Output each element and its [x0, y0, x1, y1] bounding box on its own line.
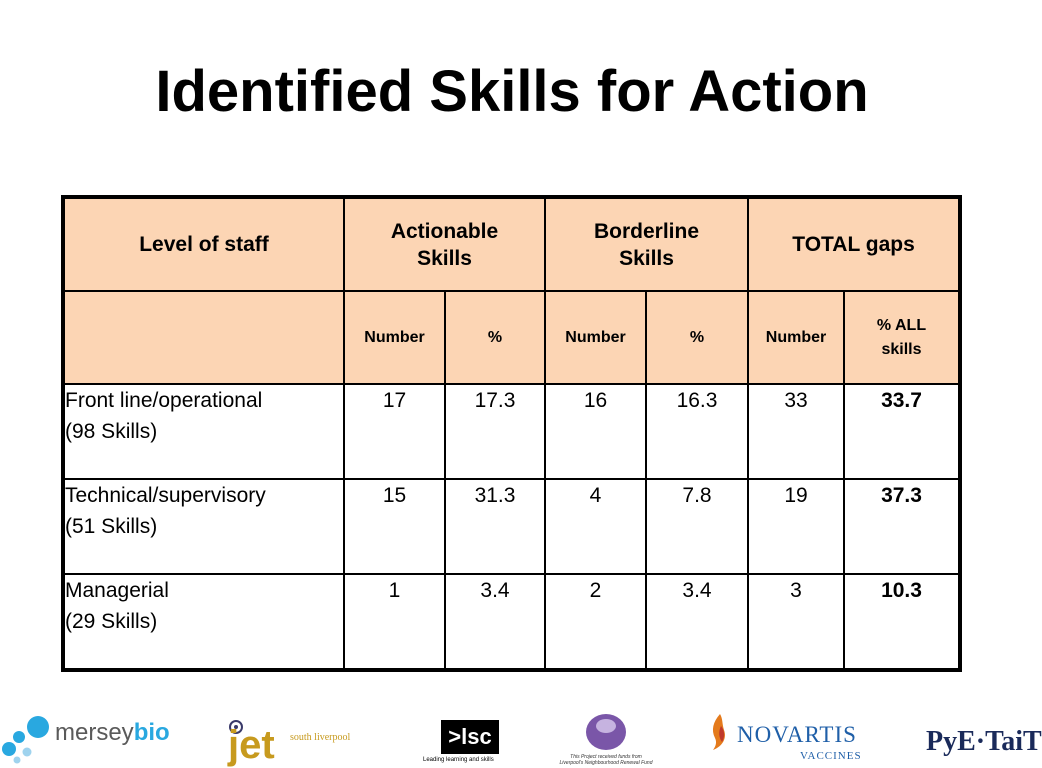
- table-row: [63, 384, 960, 479]
- cell-borderline-pct: 16.3: [646, 384, 748, 479]
- cell-total-number: 33: [748, 384, 844, 479]
- lsc-logo: [423, 718, 503, 766]
- subheader-empty: [63, 291, 344, 384]
- renewal-caption: This Project received funds from Liverpool's Neighbourhood Renewal Fund: [559, 754, 653, 766]
- slide-title: Identified Skills for Action: [155, 59, 869, 124]
- header-level-of-staff: [63, 197, 344, 291]
- subheader-total-number: Number: [748, 291, 844, 384]
- novartis-logo: [705, 710, 860, 768]
- header-total-label: TOTAL gaps: [792, 233, 915, 256]
- renewal-emblem-icon: [583, 712, 629, 752]
- pyetait-wordmark: PyE·TaiT: [926, 726, 1042, 757]
- subheader-borderline-pct: %: [646, 291, 748, 384]
- table-header-row: [63, 197, 960, 291]
- table-subheader-row: [63, 291, 960, 384]
- cell-borderline-number: 16: [545, 384, 646, 479]
- merseybio-logo: [0, 712, 180, 764]
- cell-actionable-pct: 3.4: [445, 574, 545, 670]
- cell-total-number: 3: [748, 574, 844, 670]
- cell-total-pct: 10.3: [844, 574, 960, 670]
- sponsor-logos: [0, 700, 1042, 768]
- header-actionable-skills: [344, 197, 545, 291]
- jet-tagline: south liverpool: [290, 732, 351, 743]
- row-level-label: Technical/supervisory: [65, 484, 266, 507]
- cell-borderline-number: 4: [545, 479, 646, 574]
- cell-total-pct: 33.7: [844, 384, 960, 479]
- header-level-label: Level of staff: [139, 233, 269, 256]
- table-row: [63, 479, 960, 574]
- novartis-wordmark: NOVARTIS: [737, 722, 857, 747]
- novartis-sub: VACCINES: [800, 750, 862, 762]
- row-level-cell: [63, 479, 344, 574]
- subheader-actionable-pct: %: [445, 291, 545, 384]
- merseybio-suffix: bio: [133, 719, 170, 746]
- row-level-cell: [63, 574, 344, 670]
- row-skills-count: (51 Skills): [65, 515, 158, 538]
- lsc-wordmark: >lsc: [441, 720, 499, 754]
- cell-actionable-pct: 31.3: [445, 479, 545, 574]
- cell-actionable-number: 15: [344, 479, 445, 574]
- subheader-borderline-number: Number: [545, 291, 646, 384]
- row-level-cell: [63, 384, 344, 479]
- cell-total-pct: 37.3: [844, 479, 960, 574]
- cell-actionable-number: 1: [344, 574, 445, 670]
- cell-actionable-number: 17: [344, 384, 445, 479]
- merseybio-prefix: mersey: [55, 719, 134, 746]
- novartis-flame-icon: [709, 712, 731, 752]
- row-skills-count: (98 Skills): [65, 420, 158, 443]
- row-skills-count: (29 Skills): [65, 610, 158, 633]
- pyetait-logo: [926, 724, 1042, 764]
- merseybio-dots-icon: [0, 712, 52, 764]
- cell-borderline-pct: 3.4: [646, 574, 748, 670]
- subheader-actionable-number: Number: [344, 291, 445, 384]
- header-total-gaps: [748, 197, 960, 291]
- cell-borderline-number: 2: [545, 574, 646, 670]
- subheader-total-pct-label: % ALL skills: [876, 316, 927, 358]
- header-borderline-skills: [545, 197, 748, 291]
- neighbourhood-renewal-logo: [558, 712, 654, 768]
- jet-logo: [228, 718, 378, 768]
- cell-borderline-pct: 7.8: [646, 479, 748, 574]
- jet-wordmark: jet: [228, 723, 275, 767]
- table-row: [63, 574, 960, 670]
- row-level-label: Managerial: [65, 579, 169, 602]
- row-level-label: Front line/operational: [65, 389, 263, 412]
- cell-total-number: 19: [748, 479, 844, 574]
- subheader-total-pct: [844, 291, 960, 384]
- skills-table: [61, 195, 962, 672]
- header-borderline-label: Borderline Skills: [593, 219, 700, 270]
- lsc-tagline: Leading learning and skills: [423, 757, 494, 763]
- cell-actionable-pct: 17.3: [445, 384, 545, 479]
- header-actionable-label: Actionable Skills: [390, 219, 499, 270]
